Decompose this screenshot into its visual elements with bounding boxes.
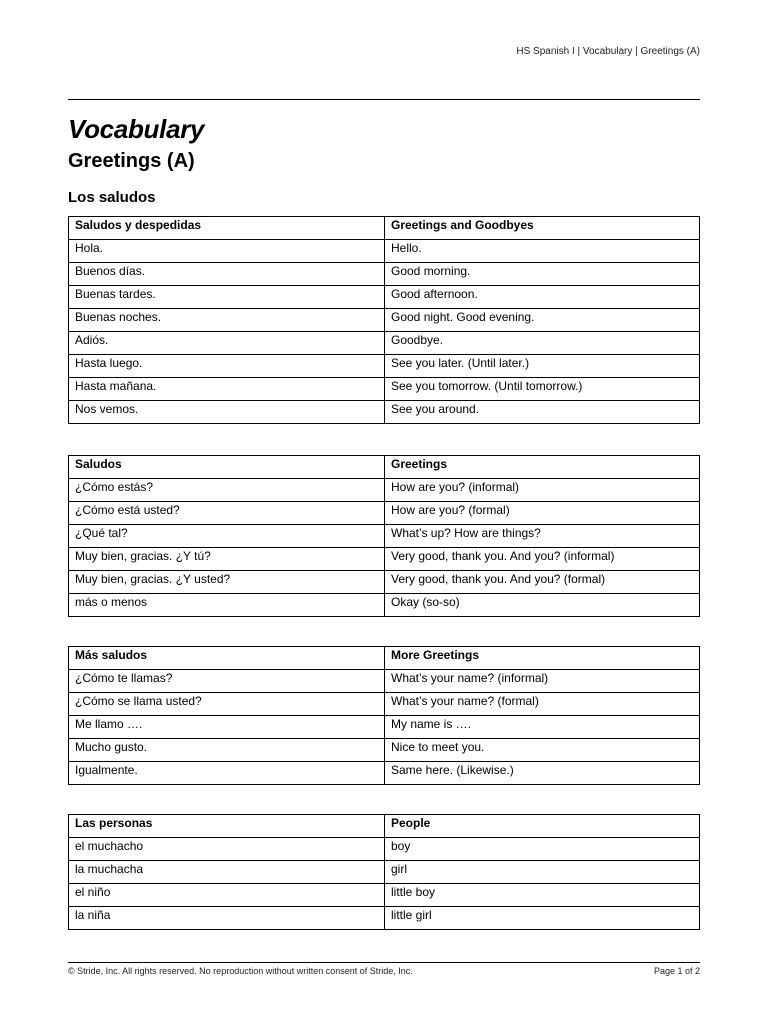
spanish-cell: el muchacho [69, 838, 385, 861]
table-row [69, 479, 700, 502]
spanish-cell: Me llamo …. [69, 716, 385, 739]
table-row [69, 861, 700, 884]
column-header-spanish: Más saludos [69, 647, 385, 670]
english-cell: Very good, thank you. And you? (formal) [385, 571, 700, 594]
header-divider [68, 99, 700, 100]
spanish-cell: Hasta mañana. [69, 378, 385, 401]
english-cell: Hello. [385, 240, 700, 263]
table-row [69, 401, 700, 424]
spanish-cell: Hasta luego. [69, 355, 385, 378]
english-cell: girl [385, 861, 700, 884]
spanish-cell: Buenas tardes. [69, 286, 385, 309]
spanish-cell: el niño [69, 884, 385, 907]
vocab-table-las-personas [68, 814, 700, 930]
english-cell: See you around. [385, 401, 700, 424]
table-row [69, 548, 700, 571]
table-row [69, 240, 700, 263]
table-row [69, 884, 700, 907]
footer-divider [68, 962, 700, 963]
english-cell: My name is …. [385, 716, 700, 739]
document-subtitle: Greetings (A) [68, 150, 195, 172]
spanish-cell: ¿Cómo estás? [69, 479, 385, 502]
english-cell: Good night. Good evening. [385, 309, 700, 332]
english-cell: What’s up? How are things? [385, 525, 700, 548]
page-number: Page 1 of 2 [653, 966, 700, 976]
column-header-english: More Greetings [385, 647, 700, 670]
table-header-row [69, 456, 700, 479]
table-row [69, 594, 700, 617]
table-row [69, 838, 700, 861]
column-header-spanish: Las personas [69, 815, 385, 838]
spanish-cell: la niña [69, 907, 385, 930]
column-header-spanish: Saludos y despedidas [69, 217, 385, 240]
spanish-cell: Mucho gusto. [69, 739, 385, 762]
spanish-cell: Adiós. [69, 332, 385, 355]
english-cell: Good morning. [385, 263, 700, 286]
column-header-english: Greetings [385, 456, 700, 479]
table-row [69, 670, 700, 693]
vocab-table-saludos [68, 455, 700, 617]
english-cell: Goodbye. [385, 332, 700, 355]
column-header-english: Greetings and Goodbyes [385, 217, 700, 240]
english-cell: Very good, thank you. And you? (informal) [385, 548, 700, 571]
document-title: Vocabulary [68, 114, 205, 144]
english-cell: What’s your name? (informal) [385, 670, 700, 693]
table-row [69, 907, 700, 930]
vocab-table-mas-saludos [68, 646, 700, 785]
english-cell: Okay (so-so) [385, 594, 700, 617]
english-cell: boy [385, 838, 700, 861]
spanish-cell: ¿Cómo te llamas? [69, 670, 385, 693]
footer-copyright: © Stride, Inc. All rights reserved. No reproduction without written consent of Stride, Inc. [68, 966, 413, 976]
running-header: HS Spanish I | Vocabulary | Greetings (A) [516, 46, 700, 57]
spanish-cell: Muy bien, gracias. ¿Y tú? [69, 548, 385, 571]
table-header-row [69, 217, 700, 240]
english-cell: Nice to meet you. [385, 739, 700, 762]
spanish-cell: Igualmente. [69, 762, 385, 785]
table-row [69, 378, 700, 401]
english-cell: How are you? (informal) [385, 479, 700, 502]
spanish-cell: Nos vemos. [69, 401, 385, 424]
table-row [69, 693, 700, 716]
spanish-cell: Buenas noches. [69, 309, 385, 332]
table-row [69, 716, 700, 739]
table-row [69, 502, 700, 525]
english-cell: See you later. (Until later.) [385, 355, 700, 378]
english-cell: Same here. (Likewise.) [385, 762, 700, 785]
table-header-row [69, 647, 700, 670]
table-row [69, 355, 700, 378]
table-row [69, 332, 700, 355]
table-row [69, 762, 700, 785]
spanish-cell: ¿Cómo se llama usted? [69, 693, 385, 716]
table-row [69, 309, 700, 332]
english-cell: little boy [385, 884, 700, 907]
section-title: Los saludos [68, 189, 156, 206]
table-row [69, 525, 700, 548]
table-row [69, 263, 700, 286]
table-row [69, 286, 700, 309]
spanish-cell: ¿Cómo está usted? [69, 502, 385, 525]
spanish-cell: ¿Qué tal? [69, 525, 385, 548]
spanish-cell: Muy bien, gracias. ¿Y usted? [69, 571, 385, 594]
spanish-cell: Hola. [69, 240, 385, 263]
column-header-spanish: Saludos [69, 456, 385, 479]
spanish-cell: Buenos días. [69, 263, 385, 286]
english-cell: How are you? (formal) [385, 502, 700, 525]
english-cell: little girl [385, 907, 700, 930]
english-cell: What’s your name? (formal) [385, 693, 700, 716]
column-header-english: People [385, 815, 700, 838]
table-row [69, 739, 700, 762]
table-header-row [69, 815, 700, 838]
spanish-cell: más o menos [69, 594, 385, 617]
vocab-table-greetings-goodbyes [68, 216, 700, 424]
table-row [69, 571, 700, 594]
spanish-cell: la muchacha [69, 861, 385, 884]
english-cell: Good afternoon. [385, 286, 700, 309]
english-cell: See you tomorrow. (Until tomorrow.) [385, 378, 700, 401]
